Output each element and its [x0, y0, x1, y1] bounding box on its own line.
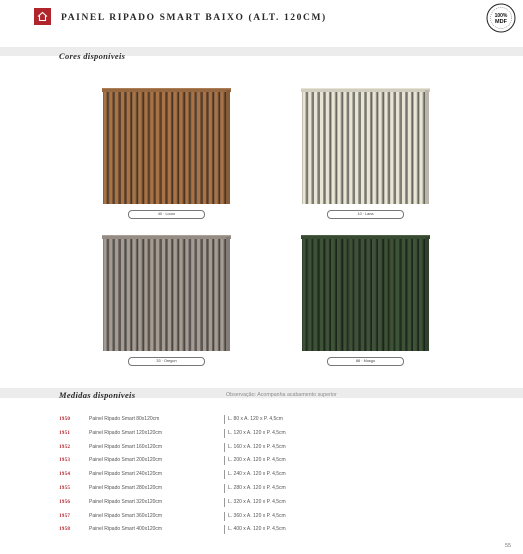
product-name: Painel Ripado Smart 80x120cm	[89, 416, 160, 422]
product-dimensions: L. 240 x A. 120 x P. 4,5cm	[228, 471, 286, 478]
slatted-panel	[100, 233, 233, 353]
product-name: Painel Ripado Smart 280x120cm	[89, 485, 163, 491]
row-divider	[224, 470, 225, 479]
product-name: Painel Ripado Smart 360x120cm	[89, 512, 163, 519]
row-divider	[224, 456, 225, 465]
product-code: 1957	[59, 512, 71, 519]
home-button[interactable]	[34, 8, 51, 25]
row-divider	[224, 498, 225, 507]
seal-text: MDF	[495, 19, 507, 25]
seal-icon	[486, 3, 516, 33]
sizes-note: Observação: Acompanha acabamento superior	[226, 392, 337, 398]
panel-swatch-musgo	[299, 233, 432, 358]
row-divider	[224, 512, 225, 521]
product-dimensions: L. 360 x A. 120 x P. 4,5cm	[228, 512, 286, 519]
product-dimensions: L. 120 x A. 120 x P. 4,5cm	[228, 429, 286, 436]
table-row	[0, 471, 523, 481]
sizes-section-title: Medidas disponíveis	[59, 390, 136, 400]
table-row	[0, 416, 523, 426]
seal-number: 100%	[494, 13, 508, 19]
product-code: 1952	[59, 443, 71, 450]
table-row	[0, 430, 523, 440]
slatted-panel	[299, 86, 432, 206]
table-row	[0, 485, 523, 495]
table-row	[0, 444, 523, 454]
product-dimensions: L. 320 x A. 120 x P. 4,5cm	[228, 498, 286, 505]
panel-swatch-lana	[299, 86, 432, 211]
row-divider	[224, 443, 225, 452]
page-number: 55	[505, 543, 512, 549]
panel-swatch-louro	[100, 86, 233, 211]
row-divider	[224, 415, 225, 424]
row-divider	[224, 484, 225, 493]
slatted-panel	[299, 233, 432, 353]
table-row	[0, 513, 523, 523]
panel-swatch-oregon	[100, 233, 233, 358]
product-dimensions: L. 280 x A. 120 x P. 4,5cm	[228, 485, 286, 491]
product-name: Painel Ripado Smart 200x120cm	[89, 457, 163, 464]
page-title: PAINEL RIPADO SMART BAIXO (ALT. 120CM)	[61, 13, 327, 23]
swatch-label: 88 · Musgo	[327, 357, 404, 366]
product-code: 1958	[59, 526, 71, 533]
row-divider	[224, 525, 225, 534]
table-row	[0, 526, 523, 536]
product-code: 1956	[59, 498, 71, 505]
swatch-label: 10 · Lana	[327, 210, 404, 219]
product-dimensions: L. 400 x A. 120 x P. 4,5cm	[228, 526, 286, 533]
product-name: Painel Ripado Smart 400x120cm	[89, 526, 163, 533]
table-row	[0, 499, 523, 509]
product-name: Painel Ripado Smart 240x120cm	[89, 471, 163, 478]
product-dimensions: L. 80 x A. 120 x P. 4,5cm	[228, 416, 283, 422]
product-code: 1955	[59, 485, 71, 491]
colors-section-title: Cores disponíveis	[59, 51, 126, 61]
product-name: Painel Ripado Smart 320x120cm	[89, 498, 163, 505]
product-code: 1950	[59, 416, 71, 422]
table-row	[0, 457, 523, 467]
product-name: Painel Ripado Smart 120x120cm	[89, 429, 163, 436]
product-dimensions: L. 200 x A. 120 x P. 4,5cm	[228, 457, 286, 464]
product-code: 1951	[59, 429, 71, 436]
swatch-label: 33 · Oregon	[128, 357, 205, 366]
product-dimensions: L. 160 x A. 120 x P. 4,5cm	[228, 443, 286, 450]
product-code: 1953	[59, 457, 71, 464]
swatch-label: 40 · Louro	[128, 210, 205, 219]
row-divider	[224, 429, 225, 438]
mdf-seal	[486, 3, 516, 33]
home-icon	[34, 8, 51, 25]
product-code: 1954	[59, 471, 71, 478]
slatted-panel	[100, 86, 233, 206]
product-name: Painel Ripado Smart 160x120cm	[89, 443, 163, 450]
